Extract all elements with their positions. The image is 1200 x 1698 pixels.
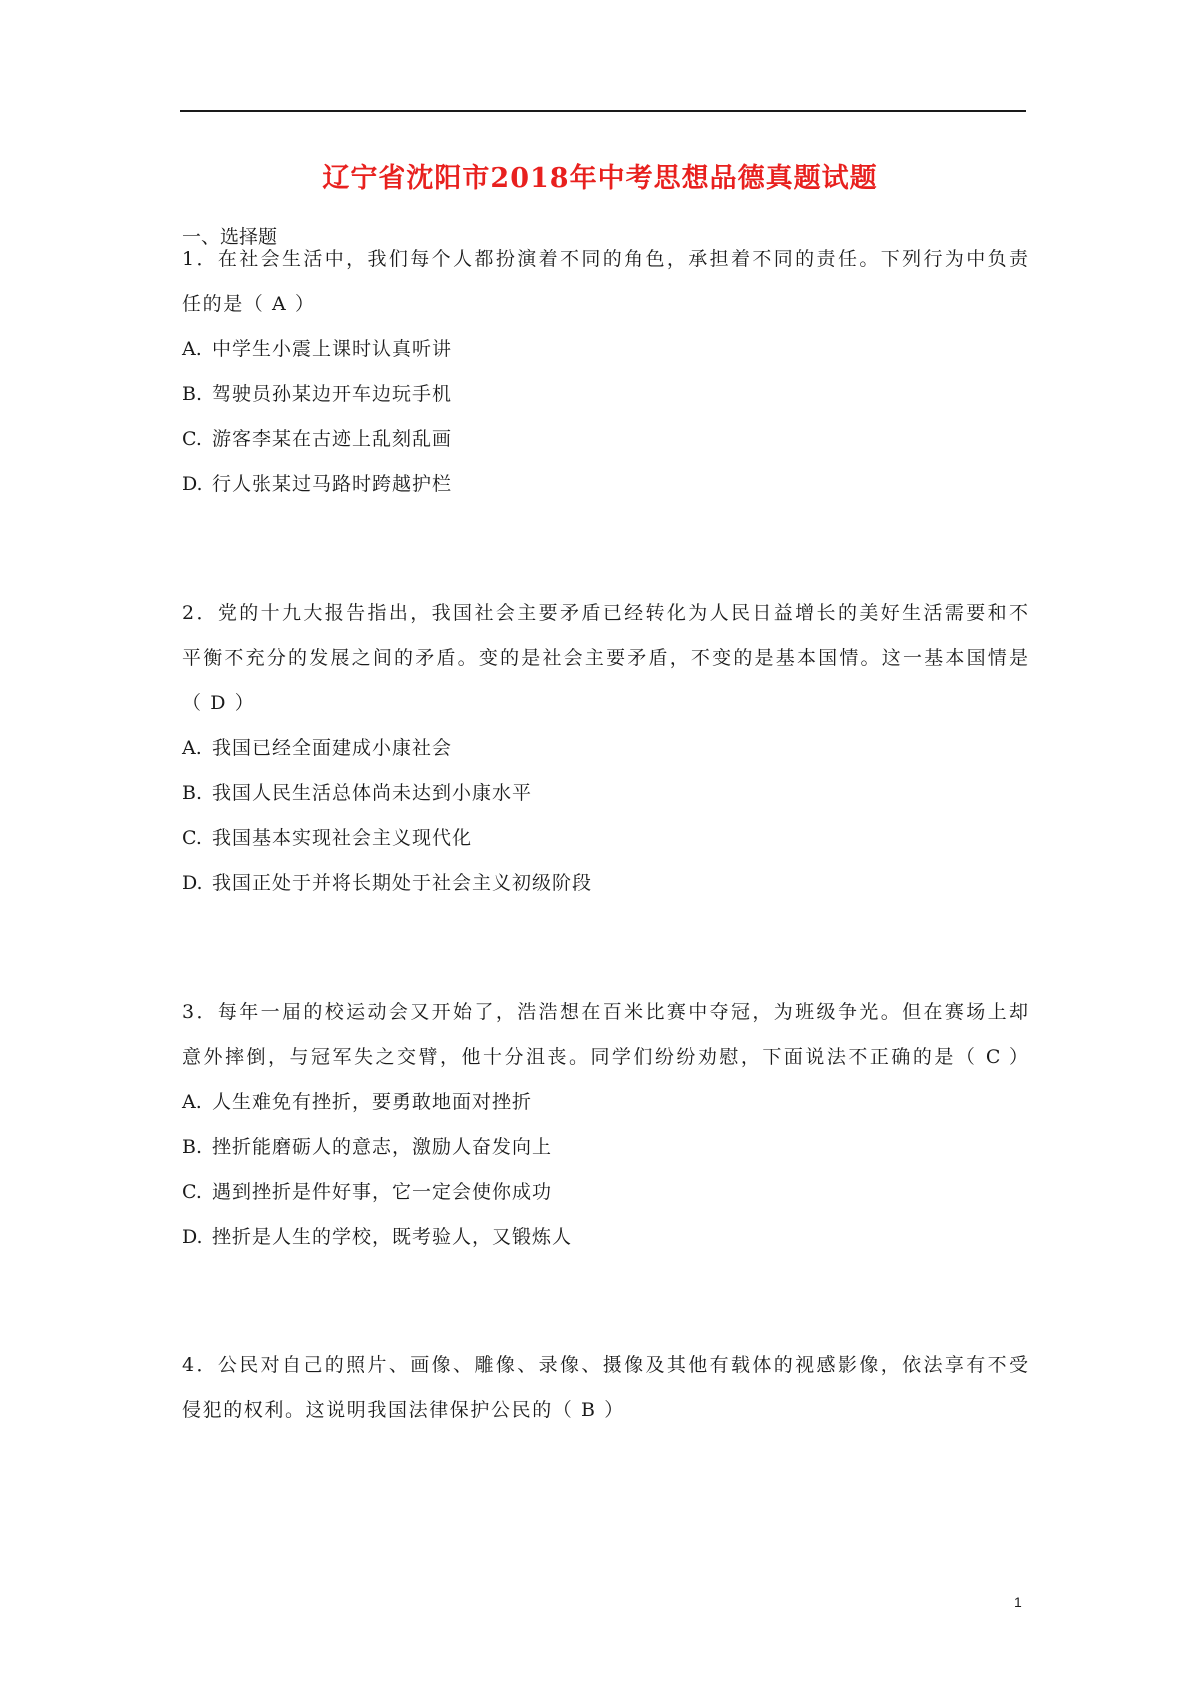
answer-option-a: [182, 334, 452, 361]
option-text: 遇到挫折是件好事，它一定会使你成功: [212, 1181, 553, 1203]
option-letter: D.: [182, 872, 203, 894]
option-text: 我国人民生活总体尚未达到小康水平: [212, 782, 533, 804]
answer-option-a: [182, 1087, 532, 1114]
option-text: 我国正处于并将长期处于社会主义初级阶段: [212, 872, 593, 894]
question-stem-line: 意外摔倒，与冠军失之交臂，他十分沮丧。同学们纷纷劝慰，下面说法不正确的是（ C ）: [182, 1046, 1028, 1068]
question-stem-line: 侵犯的权利。这说明我国法律保护公民的（ B ）: [182, 1399, 625, 1421]
answer-option-c: [182, 1177, 552, 1204]
document-title: 辽宁省沈阳市2018年中考思想品德真题试题: [322, 163, 878, 194]
answer-option-b: [182, 379, 452, 406]
option-letter: D.: [182, 473, 203, 495]
option-text: 人生难免有挫折，要勇敢地面对挫折: [212, 1091, 533, 1113]
answer-option-b: [182, 778, 532, 805]
question-stem-line: 2．党的十九大报告指出，我国社会主要矛盾已经转化为人民日益增长的美好生活需要和不: [182, 602, 1028, 624]
option-text: 中学生小震上课时认真听讲: [212, 338, 453, 360]
answer-option-d: [182, 1222, 572, 1249]
question-stem-line: （ D ）: [182, 692, 256, 714]
option-letter: A.: [182, 737, 202, 759]
option-text: 我国基本实现社会主义现代化: [212, 827, 473, 849]
option-letter: C.: [182, 1181, 202, 1203]
section-heading: 一、选择题: [182, 226, 278, 248]
question-stem-line: 平衡不充分的发展之间的矛盾。变的是社会主要矛盾，不变的是基本国情。这一基本国情是: [182, 647, 1028, 669]
header-rule: [180, 110, 1026, 112]
option-letter: B.: [182, 782, 203, 804]
option-text: 行人张某过马路时跨越护栏: [212, 473, 453, 495]
option-text: 挫折能磨砺人的意志，激励人奋发向上: [212, 1136, 553, 1158]
option-letter: A.: [182, 1091, 202, 1113]
option-letter: C.: [182, 827, 202, 849]
answer-option-a: [182, 733, 452, 760]
option-letter: D.: [182, 1226, 203, 1248]
page-number: 1: [1014, 1594, 1022, 1610]
option-letter: C.: [182, 428, 202, 450]
answer-option-d: [182, 868, 592, 895]
question-stem-line: 任的是（ A ）: [182, 293, 316, 315]
option-text: 驾驶员孙某边开车边玩手机: [212, 383, 453, 405]
option-letter: B.: [182, 1136, 203, 1158]
option-letter: B.: [182, 383, 203, 405]
answer-option-d: [182, 469, 452, 496]
question-stem-line: 3．每年一届的校运动会又开始了，浩浩想在百米比赛中夺冠，为班级争光。但在赛场上却: [182, 1001, 1028, 1023]
option-letter: A.: [182, 338, 202, 360]
option-text: 挫折是人生的学校，既考验人，又锻炼人: [212, 1226, 573, 1248]
question-stem-line: 4．公民对自己的照片、画像、雕像、录像、摄像及其他有载体的视感影像，依法享有不受: [182, 1354, 1028, 1376]
option-text: 我国已经全面建成小康社会: [212, 737, 453, 759]
option-text: 游客李某在古迹上乱刻乱画: [212, 428, 453, 450]
answer-option-c: [182, 823, 472, 850]
answer-option-b: [182, 1132, 552, 1159]
question-stem-line: 1．在社会生活中，我们每个人都扮演着不同的角色，承担着不同的责任。下列行为中负责: [182, 248, 1028, 270]
answer-option-c: [182, 424, 452, 451]
